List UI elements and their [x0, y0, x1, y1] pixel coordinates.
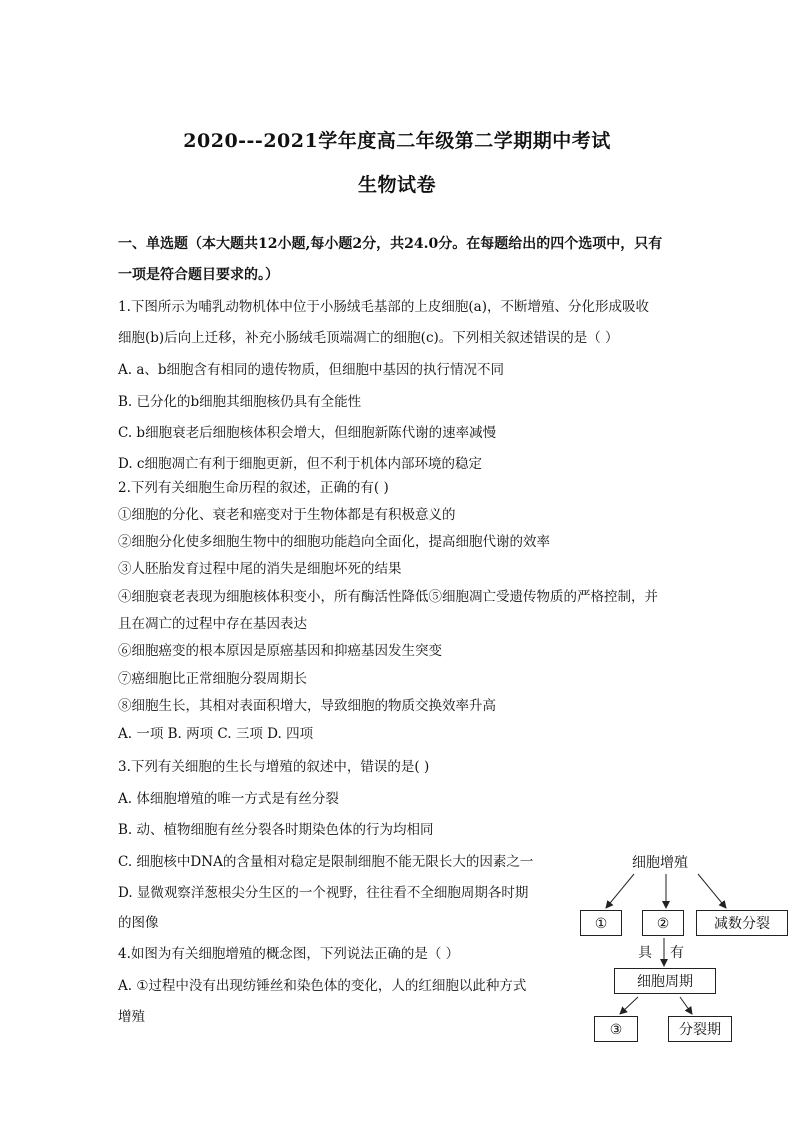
diagram-label-ju: 具 [638, 945, 652, 961]
diagram-cell-cycle: 细胞周期 [614, 968, 716, 994]
exam-title: 2020---2021学年度高二年级第二学期期中考试 [183, 130, 611, 152]
q2-options: A. 一项 B. 两项 C. 三项 D. 四项 [118, 726, 314, 742]
exam-subtitle: 生物试卷 [357, 174, 436, 196]
q2-stem: 2.下列有关细胞生命历程的叙述，正确的有( ) [118, 480, 389, 496]
q4-option-a-line2: 增殖 [118, 1009, 145, 1025]
q1-option-b: B. 已分化的b细胞其细胞核仍具有全能性 [118, 394, 362, 410]
q3-option-a: A. 体细胞增殖的唯一方式是有丝分裂 [118, 791, 339, 807]
q2-statement-7: ⑦癌细胞比正常细胞分裂周期长 [118, 671, 307, 687]
diagram-node-1: ① [580, 910, 622, 936]
q2-statement-4-line2: 且在凋亡的过程中存在基因表达 [118, 616, 307, 632]
q1-stem-line2: 细胞(b)后向上迁移，补充小肠绒毛顶端凋亡的细胞(c)。下列相关叙述错误的是（ ） [118, 330, 619, 346]
q3-option-d-line1: D. 显微观察洋葱根尖分生区的一个视野，往往看不全细胞周期各时期 [118, 885, 529, 901]
q1-option-c: C. b细胞衰老后细胞核体积会增大，但细胞新陈代谢的速率减慢 [118, 425, 497, 441]
arrow-to-node4 [620, 997, 638, 1014]
section-heading-line2: 一项是符合题目要求的。） [118, 267, 279, 283]
q4-stem: 4.如图为有关细胞增殖的概念图，下列说法正确的是（ ） [118, 946, 460, 962]
arrow-to-node3 [698, 874, 726, 908]
arrow-to-node1 [606, 874, 634, 908]
q2-statement-3: ③人胚胎发育过程中尾的消失是细胞坏死的结果 [118, 561, 402, 577]
q2-statement-4-line1: ④细胞衰老表现为细胞核体积变小，所有酶活性降低⑤细胞凋亡受遗传物质的严格控制，并 [118, 589, 658, 605]
section-heading-line1: 一、单选题（本大题共12小题,每小题2分，共24.0分。在每题给出的四个选项中，只有 [118, 236, 663, 252]
q2-statement-6: ⑥细胞癌变的根本原因是原癌基因和抑癌基因发生突变 [118, 643, 442, 659]
cell-proliferation-concept-diagram [576, 846, 794, 1056]
diagram-root-label: 细胞增殖 [632, 855, 688, 871]
diagram-label-you: 有 [670, 945, 684, 961]
q1-option-d: D. c细胞凋亡有利于细胞更新，但不利于机体内部环境的稳定 [118, 456, 482, 472]
q3-stem: 3.下列有关细胞的生长与增殖的叙述中，错误的是( ) [118, 759, 430, 775]
q4-option-a-line1: A. ①过程中没有出现纺锤丝和染色体的变化，人的红细胞以此种方式 [118, 978, 527, 994]
arrow-to-node5 [680, 997, 692, 1014]
q3-option-b: B. 动、植物细胞有丝分裂各时期染色体的行为均相同 [118, 822, 434, 838]
q2-statement-8: ⑧细胞生长，其相对表面积增大，导致细胞的物质交换效率升高 [118, 698, 496, 714]
diagram-node-2: ② [642, 910, 684, 936]
diagram-node-3-circled: ③ [594, 1016, 638, 1042]
q3-option-d-line2: 的图像 [118, 915, 159, 931]
q2-statement-1: ①细胞的分化、衰老和癌变对于生物体都是有积极意义的 [118, 507, 456, 523]
q1-stem-line1: 1.下图所示为哺乳动物机体中位于小肠绒毛基部的上皮细胞(a)，不断增殖、分化形成吸收 [118, 299, 649, 315]
diagram-node-3: 减数分裂 [696, 910, 788, 936]
q1-option-a: A. a、b细胞含有相同的遗传物质，但细胞中基因的执行情况不同 [118, 362, 505, 378]
diagram-division-phase: 分裂期 [668, 1016, 732, 1042]
q3-option-c: C. 细胞核中DNA的含量相对稳定是限制细胞不能无限长大的因素之一 [118, 854, 534, 870]
q2-statement-2: ②细胞分化使多细胞生物中的细胞功能趋向全面化，提高细胞代谢的效率 [118, 534, 550, 550]
